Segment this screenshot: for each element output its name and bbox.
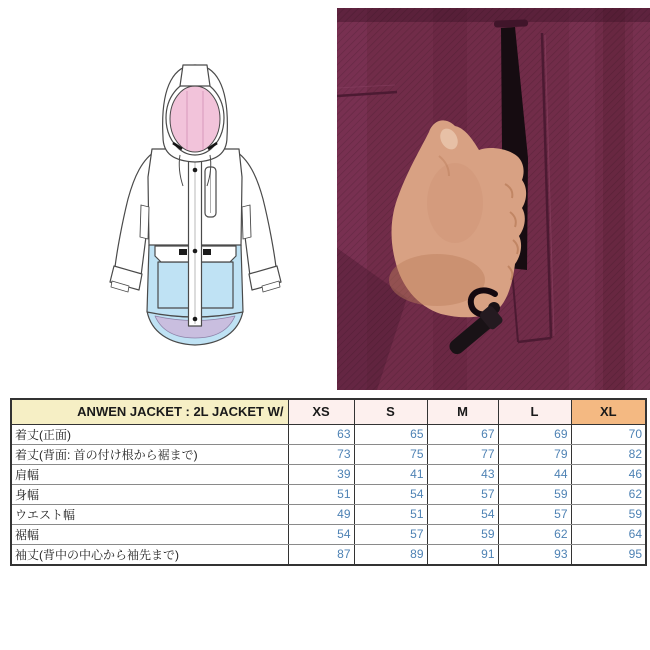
measurement-value: 65 [354, 424, 427, 444]
measurement-value: 93 [498, 544, 571, 565]
measurement-value: 62 [498, 524, 571, 544]
measurement-value: 67 [427, 424, 498, 444]
measurement-value: 91 [427, 544, 498, 565]
measurement-row [11, 504, 646, 524]
product-name-header: ANWEN JACKET : 2L JACKET W/ [11, 399, 288, 424]
size-column-header-xs: XS [288, 399, 354, 424]
cargo-pocket-right [200, 246, 236, 308]
measurement-value: 59 [571, 504, 646, 524]
measurement-value: 44 [498, 464, 571, 484]
measurement-value: 70 [571, 424, 646, 444]
measurement-label: 袖丈(背中の中心から袖先まで) [11, 544, 288, 565]
size-chart-table [10, 398, 647, 566]
bartack-stitch [494, 19, 528, 27]
measurement-value: 79 [498, 444, 571, 464]
cargo-pocket-left [155, 246, 191, 308]
measurement-value: 59 [498, 484, 571, 504]
measurement-label: 身幅 [11, 484, 288, 504]
measurement-label: 着丈(正面) [11, 424, 288, 444]
measurement-label: 裾幅 [11, 524, 288, 544]
measurement-label: ウエスト幅 [11, 504, 288, 524]
size-table-header-row [11, 399, 646, 424]
measurement-value: 46 [571, 464, 646, 484]
measurement-value: 59 [427, 524, 498, 544]
measurement-value: 77 [427, 444, 498, 464]
side-pocket-left [140, 205, 149, 239]
measurement-row [11, 464, 646, 484]
measurement-value: 43 [427, 464, 498, 484]
front-placket [189, 149, 202, 326]
measurement-value: 89 [354, 544, 427, 565]
measurement-value: 51 [288, 484, 354, 504]
measurement-value: 41 [354, 464, 427, 484]
measurement-value: 95 [571, 544, 646, 565]
size-column-header-m: M [427, 399, 498, 424]
size-column-header-xl: XL [571, 399, 646, 424]
measurement-value: 49 [288, 504, 354, 524]
measurement-value: 54 [288, 524, 354, 544]
size-table-body [11, 424, 646, 565]
measurement-value: 82 [571, 444, 646, 464]
measurement-label: 肩幅 [11, 464, 288, 484]
measurement-value: 64 [571, 524, 646, 544]
measurement-row [11, 444, 646, 464]
pocket-detail-photo [337, 8, 650, 390]
measurement-row [11, 524, 646, 544]
measurement-value: 54 [354, 484, 427, 504]
measurement-row [11, 484, 646, 504]
measurement-value: 75 [354, 444, 427, 464]
measurement-value: 69 [498, 424, 571, 444]
measurement-value: 51 [354, 504, 427, 524]
measurement-label: 着丈(背面: 首の付け根から裾まで) [11, 444, 288, 464]
measurement-value: 57 [498, 504, 571, 524]
measurement-value: 39 [288, 464, 354, 484]
measurement-value: 62 [571, 484, 646, 504]
chest-pocket [205, 167, 216, 217]
jacket-flat-sketch [88, 55, 303, 355]
measurement-value: 54 [427, 504, 498, 524]
measurement-value: 73 [288, 444, 354, 464]
hood-lining [170, 86, 220, 152]
measurement-value: 57 [354, 524, 427, 544]
measurement-row [11, 424, 646, 444]
measurement-value: 87 [288, 544, 354, 565]
side-pocket-right [242, 205, 251, 239]
size-column-header-l: L [498, 399, 571, 424]
size-column-header-s: S [354, 399, 427, 424]
measurement-value: 63 [288, 424, 354, 444]
measurement-row [11, 544, 646, 565]
measurement-value: 57 [427, 484, 498, 504]
